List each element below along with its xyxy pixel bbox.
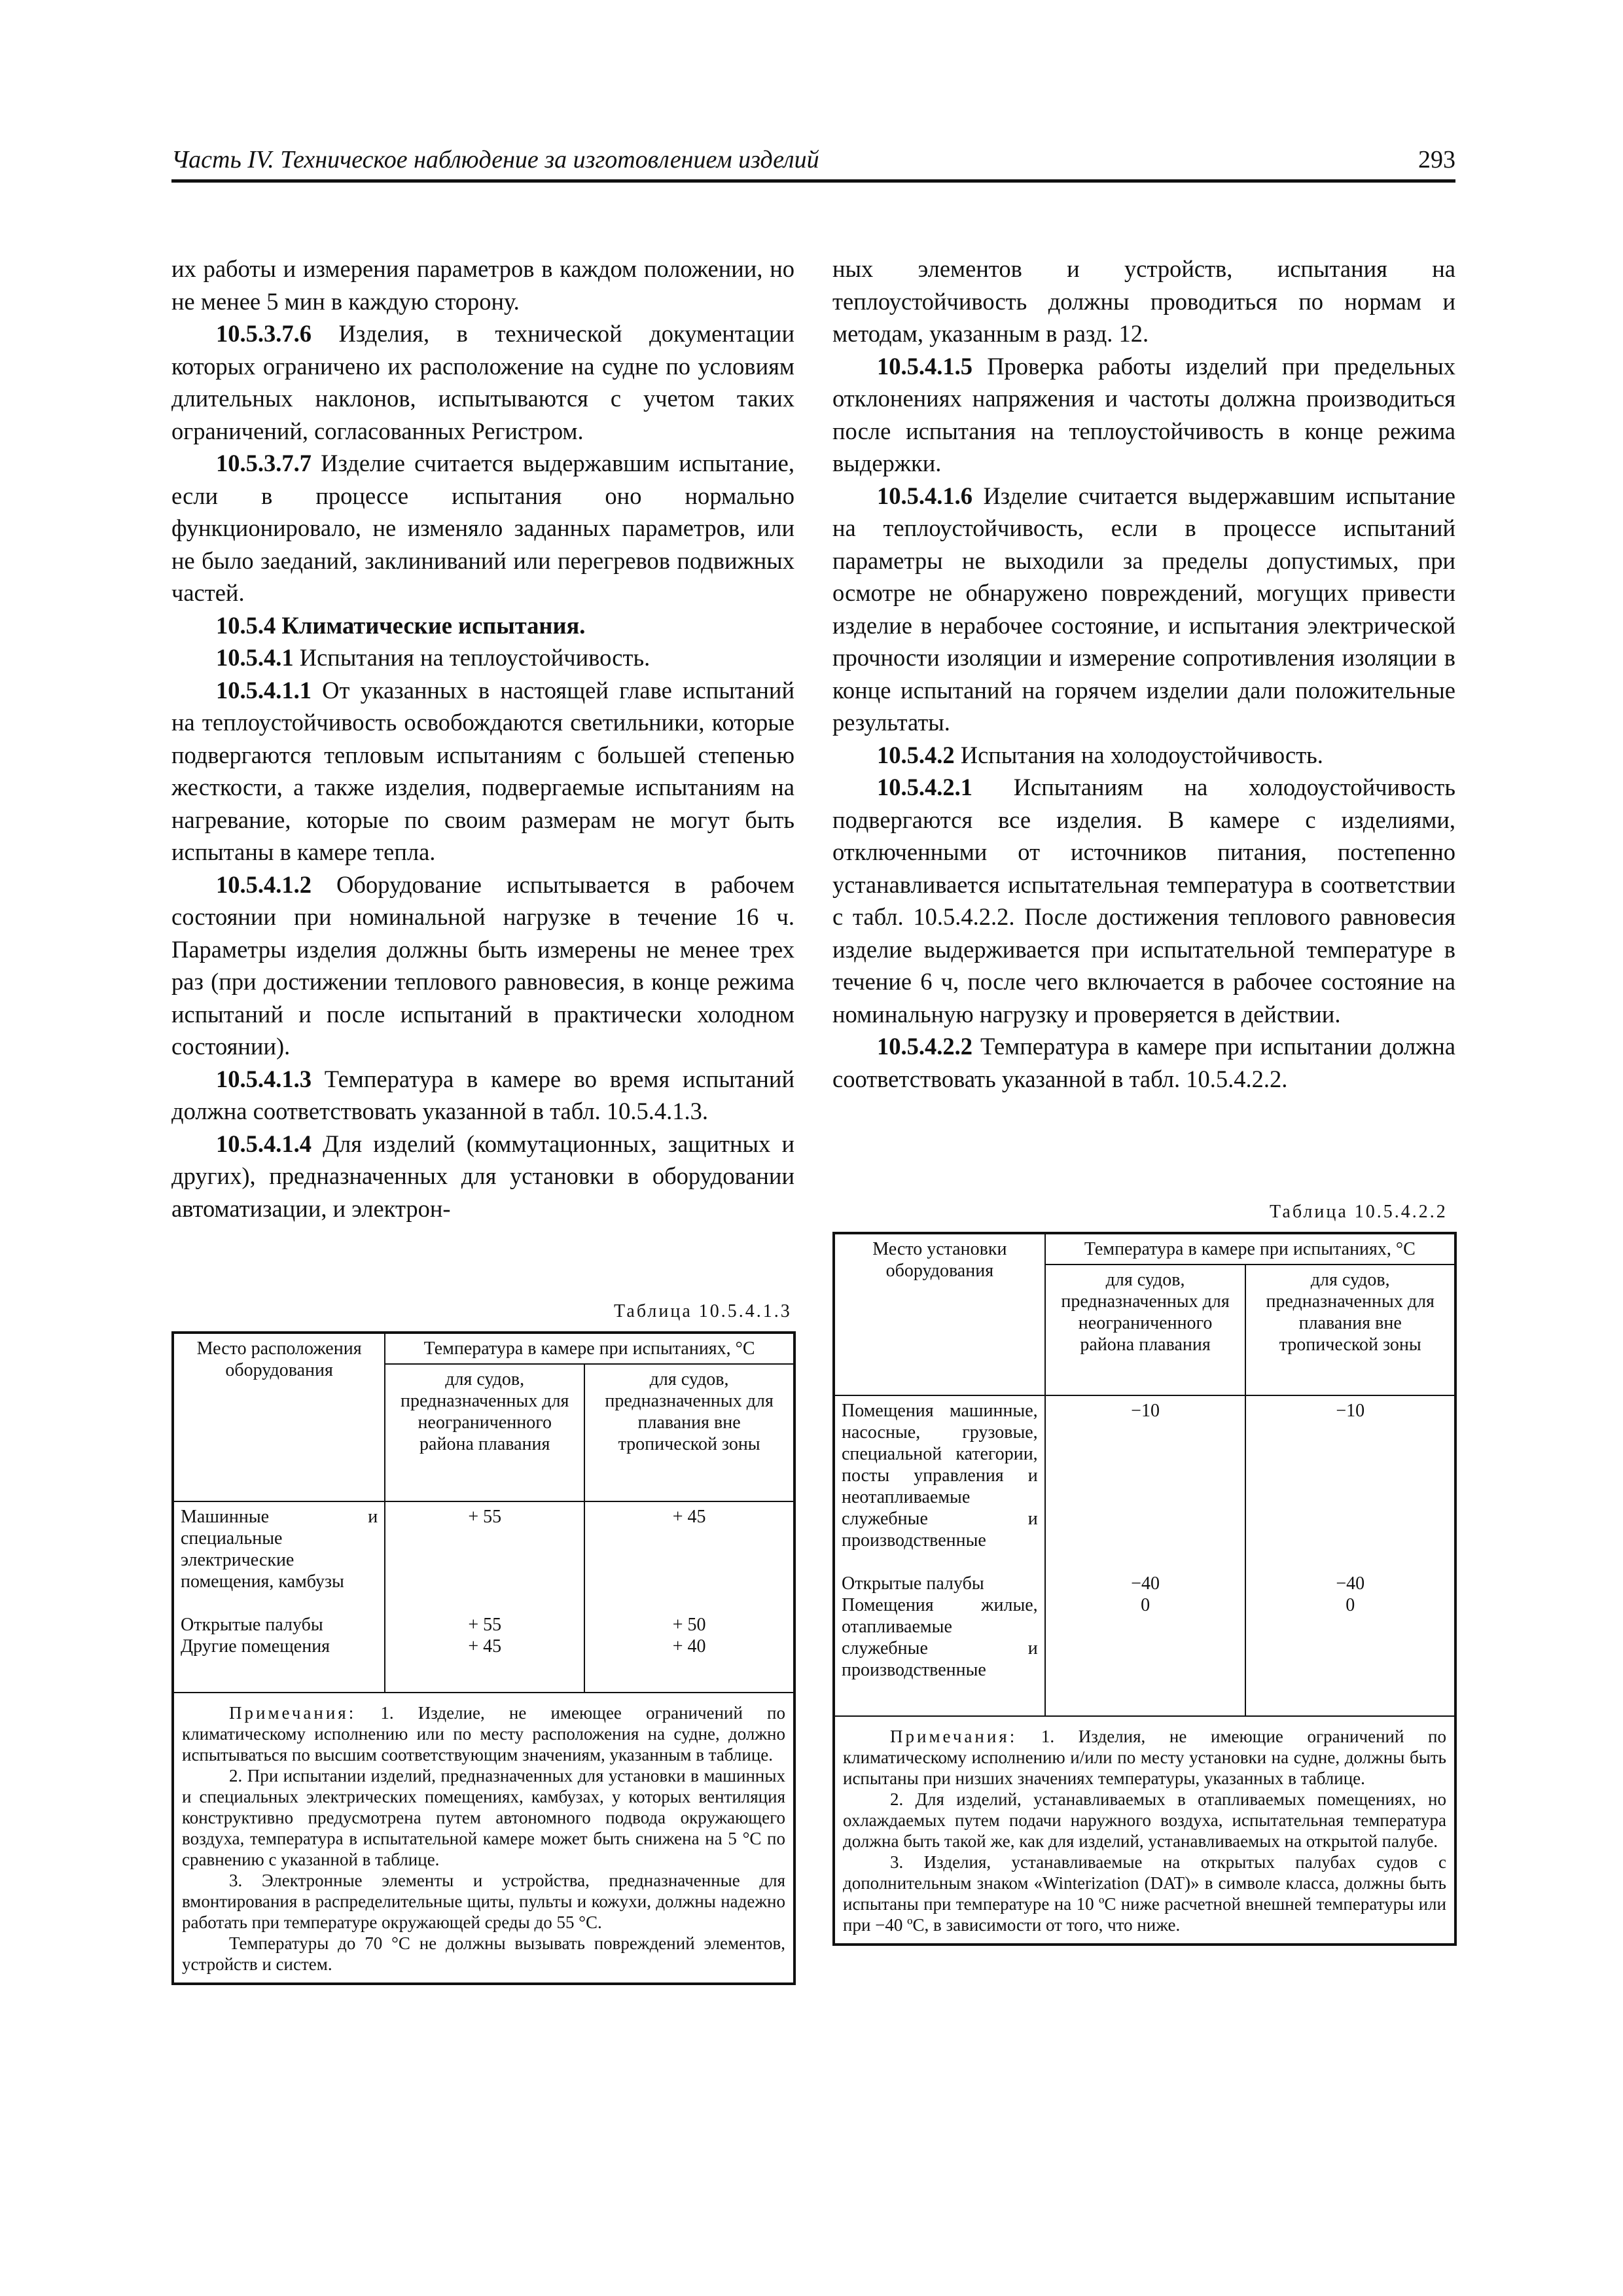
value: −10 — [1336, 1401, 1365, 1421]
header-place: Место установки оборудования — [834, 1233, 1045, 1395]
note: 3. Электронные элементы и устройства, предназначенные для вмонтирования в распределительные щиты, пульты и кожухи, должны надежно работать при температуре окружающей среды до 55 °С. — [182, 1871, 785, 1932]
table-row: Помещения машинные, насосные, грузовые, специальной категории, посты управления и неотапливаемые служебные и производственные — [842, 1401, 1038, 1551]
value: −40 — [1336, 1573, 1365, 1594]
header-title: Часть IV. Техническое наблюдение за изготовлением изделий — [171, 146, 819, 173]
notes-label: Примечания: — [229, 1703, 357, 1723]
paragraph: ных элементов и устройств, испытания на теплоустойчивость должны проводиться по нормам и методам, указанным в разд. 12. — [832, 255, 1455, 347]
section-heading: 10.5.4 Климатические испытания. — [216, 611, 586, 639]
value: + 55 — [468, 1615, 502, 1635]
value: + 55 — [468, 1507, 502, 1527]
value: + 45 — [672, 1507, 706, 1527]
note: 2. При испытании изделий, предназначенных для установки в машинных и специальных электрических помещениях, камбузах, у которых вентиляция конструктивно предусмотрена путем автономного подвода окружающего воздуха, температура в испытательной камере может быть снижена на 5 °С по сравнению с указанной в таблице. — [182, 1766, 785, 1869]
header-non-tropical: для судов, предназначенных для плавания вне тропической зоны — [1245, 1265, 1455, 1395]
value-cell — [385, 1501, 584, 1693]
note: 2. Для изделий, устанавливаемых в отапливаемых помещениях, но охлаждаемых путем подачи наружного воздуха, испытательная температура должна быть такой же, как для изделий, устанавливаемых на открытой палубе. — [843, 1789, 1446, 1851]
paragraph: 10.5.4.1.4 Для изделий (коммутационных, защитных и других), предназначенных для установки в оборудовании автоматизации, и электрон- — [171, 1130, 794, 1222]
header-unlimited-area: для судов, предназначенных для неограниченного района плавания — [385, 1364, 584, 1501]
paragraph: 10.5.4.1 Испытания на теплоустойчивость. — [216, 644, 651, 671]
note: 3. Изделия, устанавливаемые на открытых палубах судов с дополнительным знаком «Winterization (DAT)» в символе класса, должны быть испытаны при температуре на 10 ºС ниже расчетной внешней температуры или при −40 ºС, в зависимости от того, что ниже. — [843, 1852, 1446, 1935]
value: + 50 — [672, 1615, 706, 1635]
table-caption: Таблица 10.5.4.2.2 — [1270, 1202, 1448, 1222]
value: 0 — [1346, 1595, 1355, 1615]
page-number: 293 — [1418, 146, 1455, 173]
note: 1. Изделие, не имеющее ограничений по климатическому исполнению или по месту расположения на судне, должно испытываться по высшим соответствующим значениям, указанным в таблице. — [182, 1703, 785, 1765]
place-cell — [173, 1501, 385, 1693]
header-place: Место расположения оборудования — [173, 1333, 385, 1501]
temperature-table-cold — [832, 1232, 1457, 1946]
paragraph: 10.5.4.2.2 Температура в камере при испытании должна соответствовать указанной в табл. 10.5.4.2.2. — [832, 1033, 1456, 1092]
paragraph: 10.5.4.1.1 От указанных в настоящей главе испытаний на теплоустойчивость освобождаются светильники, которые подвергаются тепловым испытаниям с большей степенью жесткости, а также изделия, подвергаемые испытаниям на нагревание, которые по своим размерам не могут быть испытаны в камере тепла. — [171, 676, 794, 865]
value-cell — [1245, 1395, 1455, 1716]
header-non-tropical: для судов, предназначенных для плавания вне тропической зоны — [584, 1364, 794, 1501]
header-unlimited-area: для судов, предназначенных для неограниченного района плавания — [1045, 1265, 1246, 1395]
note: 1. Изделия, не имеющие ограничений по климатическому исполнению и/или по месту установки на судне, должны быть испытаны при низших значениях температуры, указанных в таблице. — [843, 1727, 1447, 1788]
value: −10 — [1131, 1401, 1160, 1421]
paragraph: их работы и измерения параметров в каждом положении, но не менее 5 мин в каждую сторону. — [171, 255, 794, 315]
table-row: Машинные и специальные электрические помещения, камбузы — [181, 1507, 378, 1592]
left-column — [171, 253, 794, 1225]
paragraph: 10.5.4.1.3 Температура в камере во время испытаний должна соответствовать указанной в табл. 10.5.4.1.3. — [171, 1065, 794, 1124]
table-caption: Таблица 10.5.4.1.3 — [614, 1301, 792, 1321]
value-cell — [584, 1501, 794, 1693]
header-temperature: Температура в камере при испытаниях, °С — [385, 1333, 794, 1364]
table-row: Помещения жилые, отапливаемые служебные и производственные — [842, 1595, 1038, 1680]
place-cell — [834, 1395, 1045, 1716]
value-cell — [1045, 1395, 1246, 1716]
paragraph: 10.5.4.2.1 Испытаниям на холодоустойчивость подвергаются все изделия. В камере с изделиями, отключенными от источников питания, постепенно устанавливается испытательная температура в соответствии с табл. 10.5.4.2.2. После достижения теплового равновесия изделие выдерживается при испытательной температуре в течение 6 ч, после чего включается в рабочее состояние на номинальную нагрузку и проверяется в действии. — [832, 774, 1456, 1028]
table-row: Открытые палубы — [181, 1615, 323, 1635]
table-notes — [834, 1716, 1455, 1945]
temperature-table-heat — [171, 1331, 796, 1985]
notes-label: Примечания: — [890, 1727, 1018, 1746]
table-notes — [173, 1693, 794, 1984]
right-column — [832, 253, 1455, 1095]
paragraph: 10.5.4.1.5 Проверка работы изделий при предельных отклонениях напряжения и частоты должна производиться после испытания на теплоустойчивость в конце режима выдержки. — [832, 352, 1456, 476]
table-row: Открытые палубы — [842, 1573, 984, 1594]
table-row: Другие помещения — [181, 1636, 330, 1657]
paragraph: 10.5.3.7.6 Изделия, в технической документации которых ограничено их расположение на судне по условиям длительных наклонов, испытываются с учетом таких ограничений, согласованных Регистром. — [171, 320, 794, 444]
value: + 45 — [468, 1636, 502, 1657]
paragraph: 10.5.4.2 Испытания на холодоустойчивость. — [877, 741, 1323, 768]
note: Температуры до 70 °С не должны вызывать повреждений элементов, устройств и систем. — [182, 1933, 785, 1974]
value: + 40 — [672, 1636, 706, 1657]
header-temperature: Температура в камере при испытаниях, °С — [1045, 1233, 1455, 1265]
paragraph: 10.5.4.1.6 Изделие считается выдержавшим испытание на теплоустойчивость, если в процессе испытаний параметры не выходили за пределы допустимых, при осмотре не обнаружено повреждений, могущих привести изделие в нерабочее состояние, и испытания электрической прочности изоляции и измерение сопротивления изоляции в конце испытаний на горячем изделии дали положительные результаты. — [832, 482, 1456, 736]
value: 0 — [1141, 1595, 1150, 1615]
paragraph: 10.5.4.1.2 Оборудование испытывается в рабочем состоянии при номинальной нагрузке в течение 16 ч. Параметры изделия должны быть измерены не менее трех раз (при достижении теплового равновесия, в конце режима испытаний и после испытаний в практически холодном состоянии). — [171, 870, 794, 1060]
running-header — [171, 145, 1455, 183]
paragraph: 10.5.3.7.7 Изделие считается выдержавшим испытание, если в процессе испытания оно нормально функционировало, не изменяло заданных параметров, или не было заеданий, заклиниваний или перегревов подвижных частей. — [171, 450, 795, 606]
value: −40 — [1131, 1573, 1160, 1594]
